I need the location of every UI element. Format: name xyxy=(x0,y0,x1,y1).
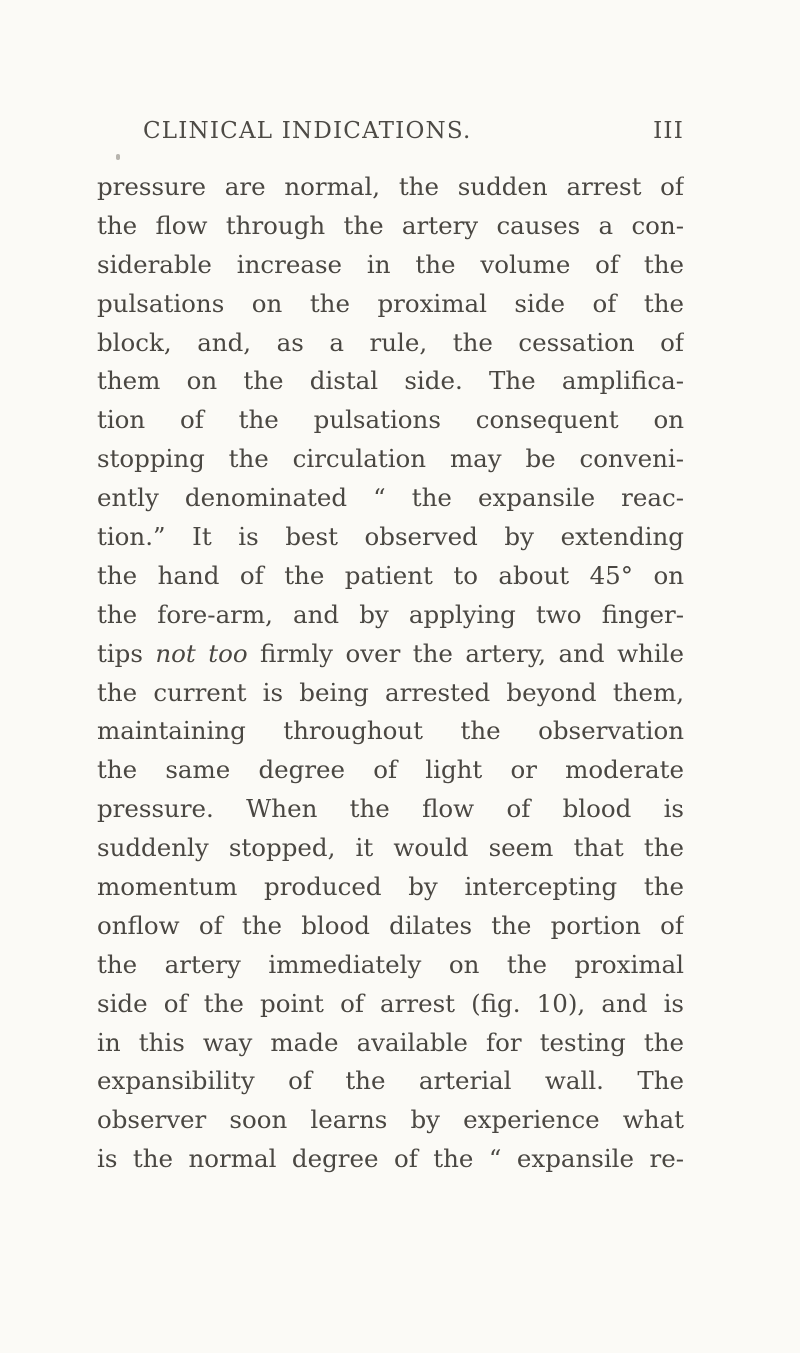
text-fragment: firmly over the artery, and while xyxy=(247,638,684,668)
text-line: stopping the circulation may be conveni- xyxy=(97,444,684,474)
text-line: maintaining throughout the observation xyxy=(97,716,684,746)
italic-emphasis: not too xyxy=(155,638,248,668)
text-line: momentum produced by intercepting the xyxy=(97,872,684,902)
text-line-with-italic xyxy=(97,635,684,674)
text-line: block, and, as a rule, the cessation of xyxy=(97,327,684,357)
text-line: pulsations on the proximal side of the xyxy=(97,288,684,318)
text-line: the fore-arm, and by applying two finger- xyxy=(97,599,684,629)
print-speck xyxy=(116,154,120,160)
text-line: observer soon learns by experience what xyxy=(97,1105,684,1135)
text-fragment: tips xyxy=(97,638,156,668)
text-line: tion.” It is best observed by extending xyxy=(97,522,684,552)
body-paragraph xyxy=(97,168,684,1179)
text-line: pressure. When the flow of blood is xyxy=(97,794,684,824)
page-number: III xyxy=(653,118,684,144)
text-line: the same degree of light or moderate xyxy=(97,755,684,785)
text-line: suddenly stopped, it would seem that the xyxy=(97,833,684,863)
text-line: the hand of the patient to about 45° on xyxy=(97,560,684,590)
text-line: in this way made available for testing the xyxy=(97,1027,684,1057)
text-line: the current is being arrested beyond them, xyxy=(97,677,684,707)
text-line: is the normal degree of the “ expansile re- xyxy=(97,1144,684,1174)
text-line: expansibility of the arterial wall. The xyxy=(97,1066,684,1096)
text-line: onflow of the blood dilates the portion of xyxy=(97,910,684,940)
text-line: the artery immediately on the proximal xyxy=(97,949,684,979)
text-line: siderable increase in the volume of the xyxy=(97,249,684,279)
text-line: them on the distal side. The amplifica- xyxy=(97,366,684,396)
running-head xyxy=(143,118,684,152)
text-line: ently denominated “ the expansile reac- xyxy=(97,483,684,513)
text-line: tion of the pulsations consequent on xyxy=(97,405,684,435)
text-line: side of the point of arrest (fig. 10), and is xyxy=(97,988,684,1018)
text-line: the flow through the artery causes a con- xyxy=(97,210,684,240)
text-line: pressure are normal, the sudden arrest of xyxy=(97,172,684,201)
running-head-title: CLINICAL INDICATIONS. xyxy=(143,118,472,144)
